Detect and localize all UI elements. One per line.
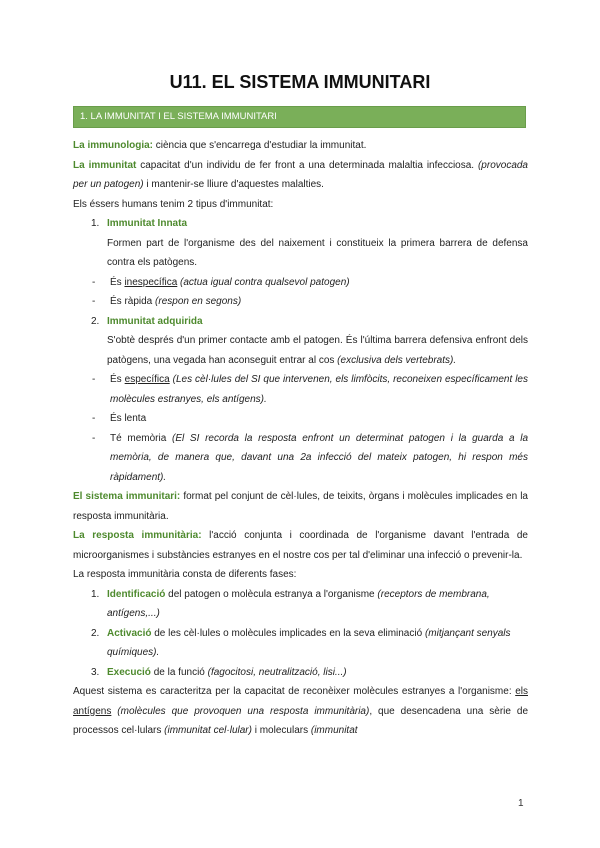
phase-text: de les cèl·lules o molècules implicades en la seva eliminació bbox=[151, 627, 425, 639]
phase-italic: (receptors de membrana, antígens,...) bbox=[107, 588, 490, 619]
definition-immunitat bbox=[73, 156, 528, 195]
term: La resposta immunitària: bbox=[73, 530, 202, 541]
item-italic: (actua igual contra qualsevol patogen) bbox=[177, 276, 350, 288]
para-underline: els antígens bbox=[73, 686, 528, 717]
item-text: És ràpida bbox=[110, 296, 156, 307]
list-item: - És inespecífica (actua igual contra qualsevol patogen) bbox=[92, 276, 350, 288]
item-italic: (respon en segons) bbox=[155, 296, 242, 307]
phase-term: Execució bbox=[107, 666, 151, 678]
section-title: 1. LA IMMUNITAT I EL SISTEMA IMMUNITARI bbox=[80, 111, 277, 122]
list-item: - És ràpida (respon en segons) bbox=[92, 296, 242, 307]
final-paragraph bbox=[73, 682, 528, 741]
item-text: És bbox=[110, 276, 125, 288]
item-italic: (Les cèl·lules del SI que intervenen, els limfòcits, reconeixen específicament les molècules estranyes, els antígens). bbox=[110, 374, 528, 405]
list-number: 2. bbox=[91, 627, 100, 639]
phase-term: Activació bbox=[107, 627, 152, 639]
list-item-desc: Formen part de l'organisme des del naixement i constitueix la primera barrera de defensa contra els patògens. bbox=[107, 237, 528, 268]
phases-list bbox=[73, 585, 528, 683]
list-item: - És específica (Les cèl·lules del SI que intervenen, els limfòcits, reconeixen específicament les molècules estranyes, els antígens). bbox=[92, 374, 528, 405]
list-item bbox=[73, 585, 528, 624]
definition-italic: (provocada per un patogen) bbox=[73, 159, 528, 190]
list-number: 3. bbox=[91, 666, 100, 678]
item-italic: (exclusiva dels vertebrats). bbox=[337, 354, 457, 366]
list-item bbox=[73, 663, 528, 683]
list-number: 1. bbox=[91, 588, 100, 600]
adquirida-features bbox=[73, 370, 528, 487]
list-item-desc bbox=[107, 331, 528, 370]
page-number: 1 bbox=[518, 798, 524, 809]
list-item-innata bbox=[73, 214, 528, 312]
para-text: Aquest sistema es caracteritza per la capacitat de reconèixer molècules estranyes a l'organisme: bbox=[73, 686, 516, 697]
definition-immunologia bbox=[73, 136, 528, 156]
list-item bbox=[73, 624, 528, 663]
term: La immunitat bbox=[73, 159, 137, 171]
immunity-types-list bbox=[73, 214, 528, 487]
term: El sistema immunitari: bbox=[73, 491, 181, 502]
phase-text: de la funció bbox=[150, 666, 208, 678]
list-item-title: Immunitat adquirida bbox=[107, 315, 203, 327]
list-number: 2. bbox=[91, 315, 100, 327]
innata-features bbox=[73, 273, 528, 312]
definition-resposta bbox=[73, 526, 528, 565]
definition-text: ciència que s'encarrega d'estudiar la immunitat. bbox=[153, 140, 367, 151]
para-text: i moleculars bbox=[251, 725, 311, 736]
definition-text: l'acció conjunta i coordinada de l'organisme davant l'entrada de microorganismes i substàncies estranyes en el nostre cos per tal d'eliminar una infecció o prevenir-la. bbox=[73, 530, 528, 561]
item-text: És bbox=[110, 374, 125, 385]
item-text: És lenta bbox=[110, 413, 147, 424]
para-text: , que desencadena una sèrie de processos cel·lulars bbox=[73, 705, 528, 736]
list-number: 1. bbox=[91, 218, 100, 229]
list-item-title: Immunitat Innata bbox=[107, 218, 188, 229]
list-item: - Té memòria (El SI recorda la resposta enfront un determinat patogen i la guarda a la memòria, de manera que, davant una 2a infecció del mateix patogen, hi respon més ràpidament). bbox=[92, 432, 529, 483]
para-italic: (immunitat cel·lular) bbox=[164, 725, 252, 736]
phase-italic: (fagocitosi, neutralització, lisi...) bbox=[207, 666, 347, 678]
definition-text: capacitat d'un individu de fer front a una determinada malaltia infecciosa. bbox=[136, 159, 478, 171]
list-item: - És lenta bbox=[92, 413, 147, 424]
item-text: S'obtè després d'un primer contacte amb el patogen. És l'última barrera defensiva enfront dels patògens, una vegada han aconseguit entrar al cos bbox=[107, 335, 528, 366]
term: La immunologia: bbox=[73, 140, 153, 151]
item-text: Té memòria bbox=[110, 432, 172, 444]
phase-term: Identificació bbox=[107, 588, 166, 600]
definition-text: format pel conjunt de cèl·lules, de teixits, òrgans i molècules implicades en la resposta immunitària. bbox=[73, 491, 528, 522]
para-italic: (molècules que provoquen una resposta immunitària) bbox=[111, 705, 370, 717]
definition-sistema bbox=[73, 487, 528, 526]
item-underline: inespecífica bbox=[124, 276, 178, 288]
definition-text: i mantenir-se lliure d'aquestes malalties. bbox=[143, 179, 324, 190]
item-italic: (El SI recorda la resposta enfront un determinat patogen i la guarda a la memòria, de manera que, davant una 2a infecció del mateix patogen, hi respon més ràpidament). bbox=[110, 432, 529, 483]
page-title: U11. EL SISTEMA IMMUNITARI bbox=[169, 72, 431, 92]
list-item-adquirida bbox=[73, 312, 528, 488]
tipus-intro: Els éssers humans tenim 2 tipus d'immunitat: bbox=[73, 198, 274, 210]
para-italic: (immunitat bbox=[310, 725, 358, 736]
fases-intro: La resposta immunitària consta de diferents fases: bbox=[73, 569, 297, 580]
item-underline: específica bbox=[124, 374, 170, 385]
phase-italic: (mitjançant senyals químiques). bbox=[107, 627, 511, 658]
section-header bbox=[73, 106, 526, 128]
phase-text: del patogen o molècula estranya a l'organisme bbox=[165, 588, 378, 600]
document-body bbox=[73, 136, 528, 741]
